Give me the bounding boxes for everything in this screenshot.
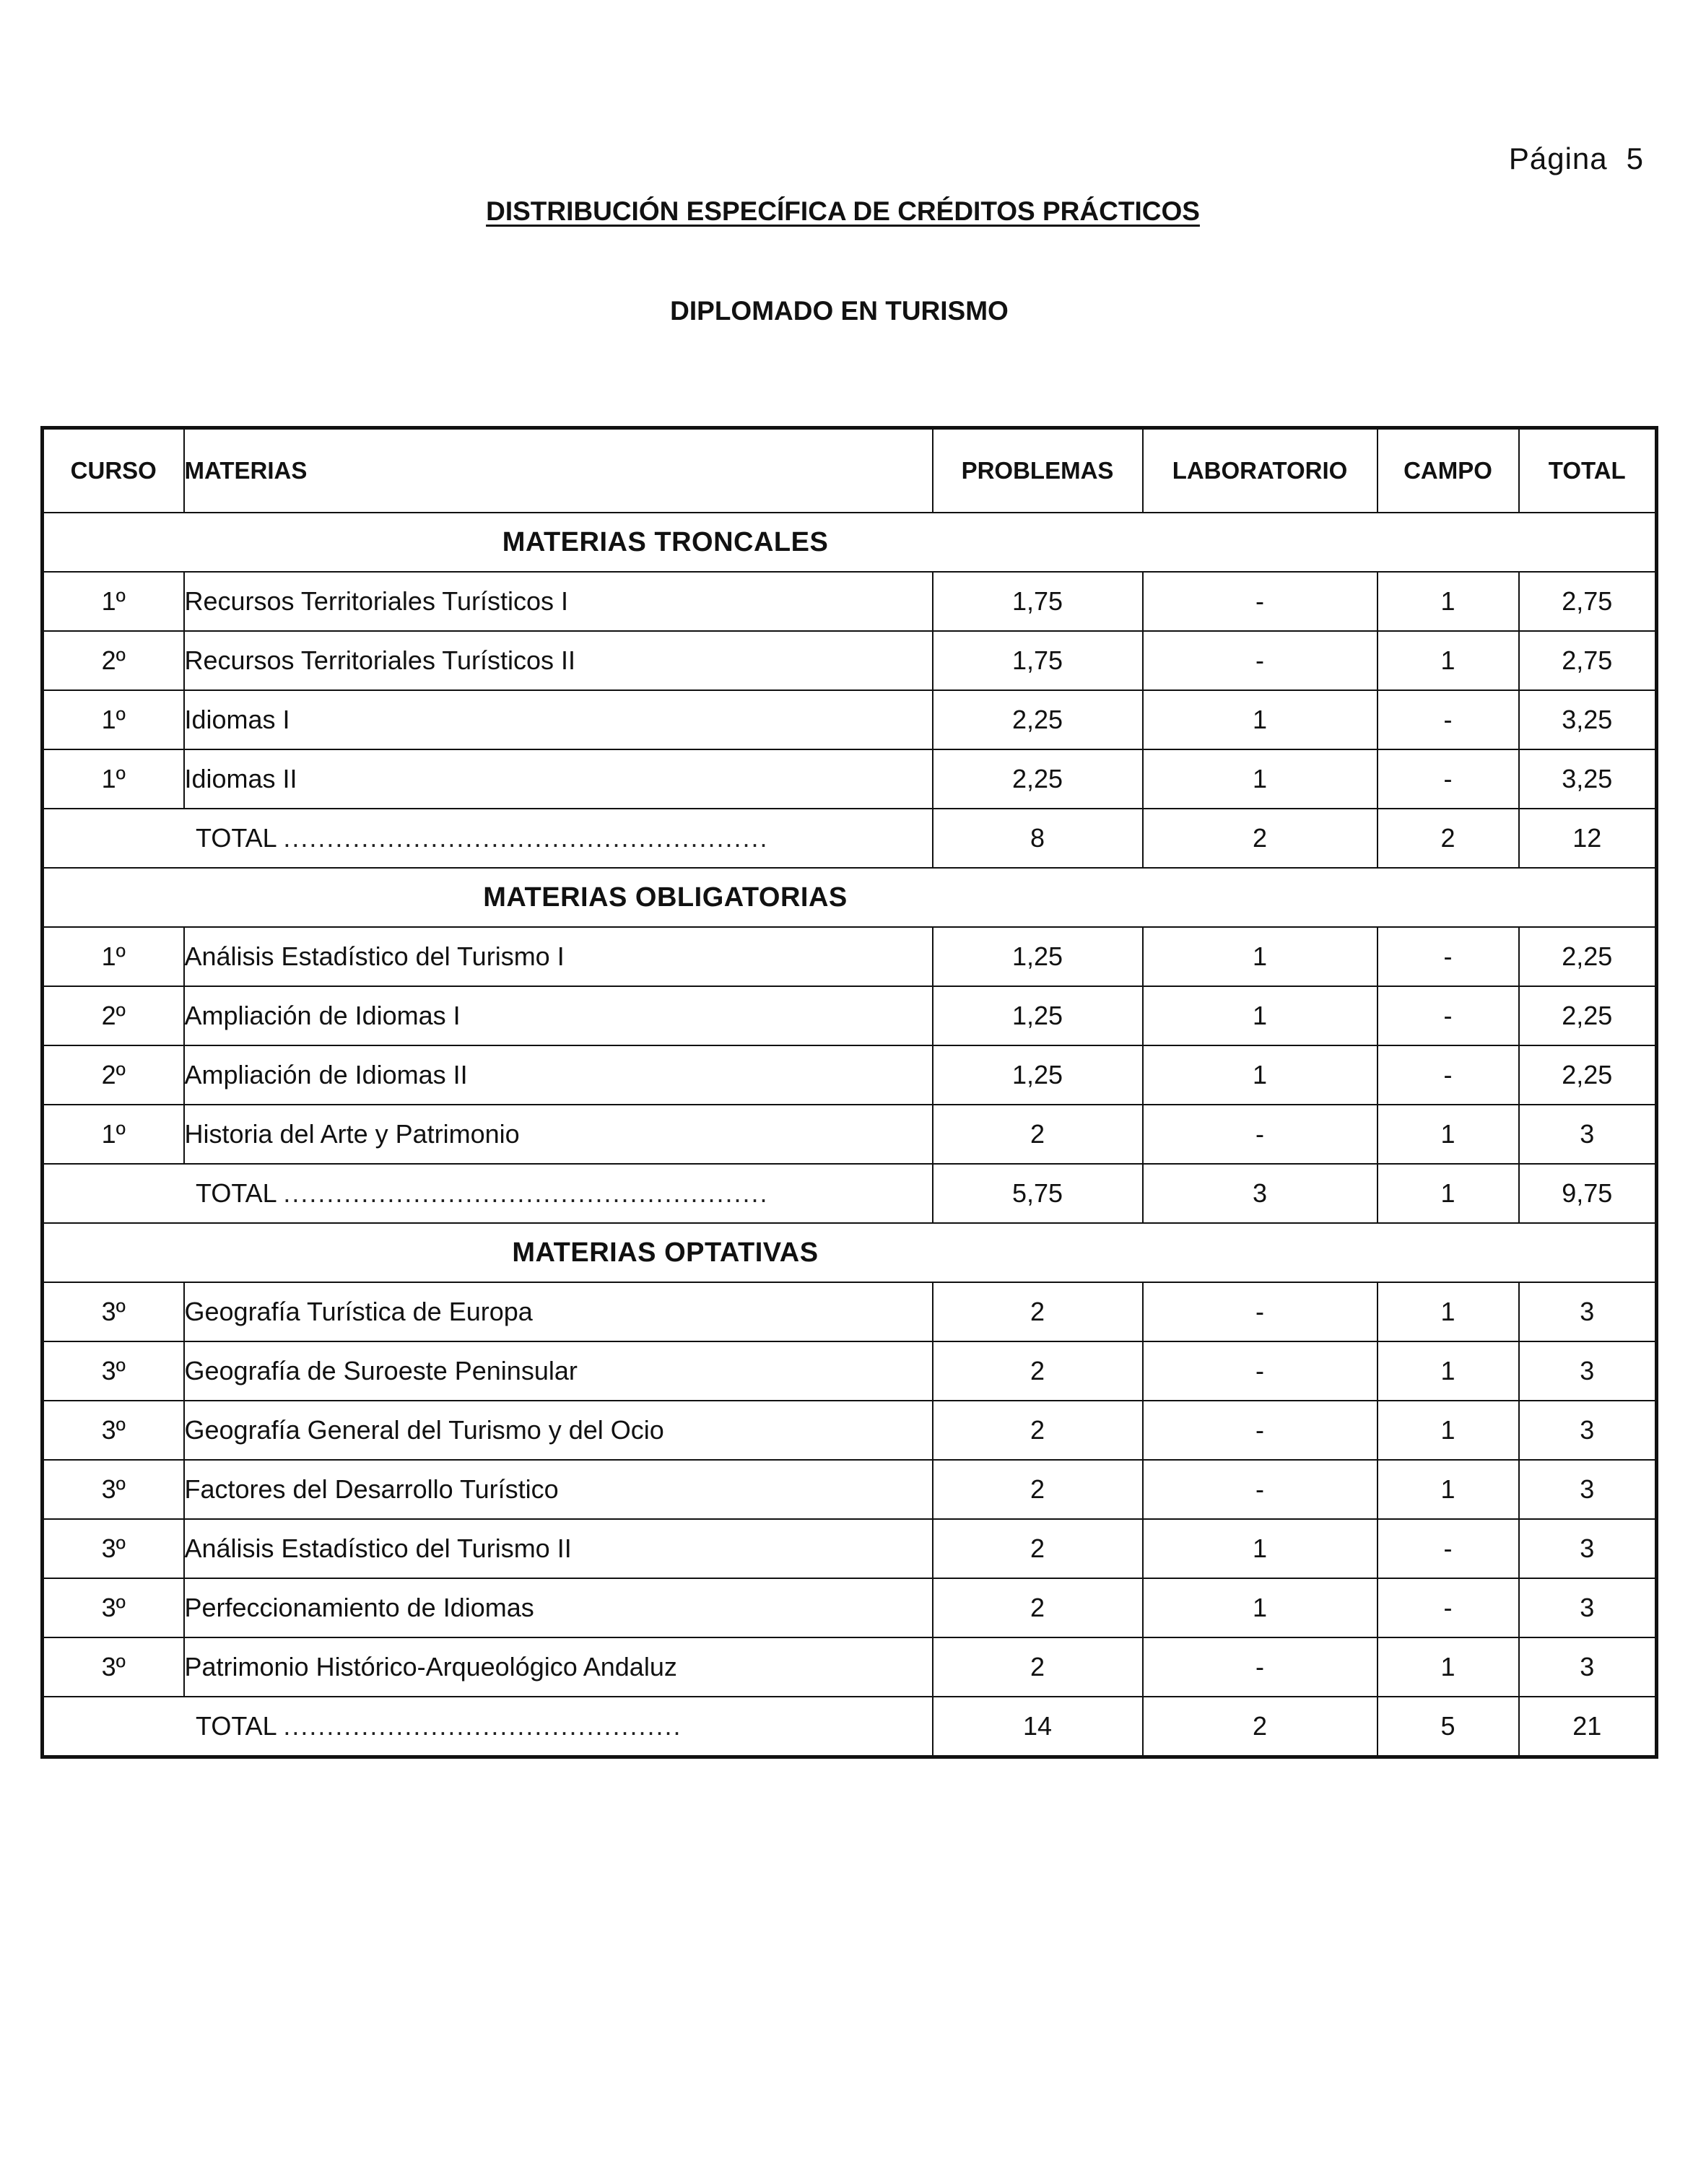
page-number-value: 5 [1626,142,1644,175]
total-total: 21 [1519,1697,1657,1757]
section-total-row [43,1697,1657,1757]
table-row [43,1637,1657,1697]
document-subtitle [0,296,1693,326]
cell-campo: - [1378,1519,1519,1578]
cell-curso: 2º [43,631,184,690]
cell-problemas: 2 [933,1282,1143,1341]
cell-total: 2,25 [1519,927,1657,986]
total-total: 9,75 [1519,1164,1657,1223]
table-row [43,1578,1657,1637]
credits-table [40,426,1658,1759]
cell-problemas: 1,25 [933,986,1143,1045]
total-dot-leader: ........................................................ [283,1178,769,1208]
cell-total: 3 [1519,1282,1657,1341]
cell-curso: 2º [43,1045,184,1105]
cell-campo: 1 [1378,1282,1519,1341]
cell-materia: Perfeccionamiento de Idiomas [184,1578,933,1637]
cell-total: 3 [1519,1578,1657,1637]
page-number [1509,142,1644,176]
cell-laboratorio: - [1143,1282,1378,1341]
cell-problemas: 1,75 [933,631,1143,690]
cell-problemas: 2,25 [933,690,1143,749]
table-row [43,1401,1657,1460]
document-title-text: DISTRIBUCIÓN ESPECÍFICA DE CRÉDITOS PRÁCTICOS [486,196,1200,226]
section-title-text: MATERIAS OPTATIVAS [512,1237,819,1268]
cell-curso: 3º [43,1637,184,1697]
total-label: TOTAL [196,1178,277,1208]
section-header-row [43,513,1657,572]
cell-curso: 3º [43,1578,184,1637]
total-problemas: 5,75 [933,1164,1143,1223]
cell-laboratorio: 1 [1143,986,1378,1045]
cell-campo: 1 [1378,1460,1519,1519]
cell-laboratorio: - [1143,1460,1378,1519]
header-problemas: PROBLEMAS [933,428,1143,513]
total-label: TOTAL [196,1711,277,1741]
cell-total: 2,75 [1519,631,1657,690]
cell-total: 3 [1519,1401,1657,1460]
cell-problemas: 1,25 [933,1045,1143,1105]
cell-problemas: 2 [933,1578,1143,1637]
header-materias: MATERIAS [184,428,933,513]
cell-materia: Geografía General del Turismo y del Ocio [184,1401,933,1460]
cell-campo: 1 [1378,572,1519,631]
cell-laboratorio: 1 [1143,749,1378,809]
section-title [43,1223,1657,1282]
section-title-text: MATERIAS OBLIGATORIAS [483,882,848,913]
header-total: TOTAL [1519,428,1657,513]
cell-problemas: 1,75 [933,572,1143,631]
cell-laboratorio: - [1143,1341,1378,1401]
cell-curso: 1º [43,1105,184,1164]
cell-materia: Análisis Estadístico del Turismo I [184,927,933,986]
table-row [43,749,1657,809]
cell-curso: 3º [43,1341,184,1401]
cell-curso: 1º [43,749,184,809]
cell-campo: - [1378,1045,1519,1105]
cell-laboratorio: 1 [1143,1045,1378,1105]
cell-problemas: 2 [933,1519,1143,1578]
total-campo: 1 [1378,1164,1519,1223]
cell-campo: - [1378,986,1519,1045]
total-problemas: 8 [933,809,1143,868]
page-number-label: Página [1508,142,1608,175]
document-title [0,196,1693,227]
cell-materia: Ampliación de Idiomas II [184,1045,933,1105]
table-row [43,631,1657,690]
cell-campo: 1 [1378,1341,1519,1401]
cell-laboratorio: - [1143,572,1378,631]
cell-curso: 3º [43,1401,184,1460]
cell-total: 3 [1519,1341,1657,1401]
table-row [43,1045,1657,1105]
cell-total: 3,25 [1519,749,1657,809]
header-curso: CURSO [43,428,184,513]
cell-total: 3,25 [1519,690,1657,749]
total-problemas: 14 [933,1697,1143,1757]
cell-curso: 1º [43,690,184,749]
cell-materia: Recursos Territoriales Turísticos I [184,572,933,631]
cell-total: 3 [1519,1637,1657,1697]
total-dot-leader: ........................................................ [283,823,769,853]
total-laboratorio: 3 [1143,1164,1378,1223]
table-row [43,1519,1657,1578]
total-dot-leader: .............................................. [283,1711,682,1741]
total-label: TOTAL [196,823,277,853]
table-row [43,986,1657,1045]
cell-curso: 2º [43,986,184,1045]
cell-materia: Factores del Desarrollo Turístico [184,1460,933,1519]
cell-laboratorio: - [1143,1105,1378,1164]
cell-materia: Análisis Estadístico del Turismo II [184,1519,933,1578]
cell-laboratorio: - [1143,1401,1378,1460]
cell-campo: 1 [1378,1105,1519,1164]
cell-problemas: 2,25 [933,749,1143,809]
section-total-row [43,1164,1657,1223]
total-total: 12 [1519,809,1657,868]
total-campo: 2 [1378,809,1519,868]
header-laboratorio: LABORATORIO [1143,428,1378,513]
cell-problemas: 2 [933,1341,1143,1401]
cell-campo: - [1378,927,1519,986]
cell-campo: - [1378,749,1519,809]
section-title [43,868,1657,927]
cell-laboratorio: 1 [1143,690,1378,749]
cell-problemas: 1,25 [933,927,1143,986]
cell-total: 3 [1519,1460,1657,1519]
total-label-cell [43,1164,933,1223]
cell-total: 2,25 [1519,986,1657,1045]
cell-total: 2,75 [1519,572,1657,631]
cell-total: 3 [1519,1105,1657,1164]
total-campo: 5 [1378,1697,1519,1757]
document-subtitle-text: DIPLOMADO EN TURISMO [670,296,1009,326]
cell-campo: - [1378,1578,1519,1637]
cell-materia: Recursos Territoriales Turísticos II [184,631,933,690]
cell-laboratorio: 1 [1143,927,1378,986]
cell-campo: 1 [1378,631,1519,690]
cell-materia: Idiomas II [184,749,933,809]
cell-curso: 3º [43,1519,184,1578]
total-laboratorio: 2 [1143,1697,1378,1757]
cell-materia: Ampliación de Idiomas I [184,986,933,1045]
cell-laboratorio: - [1143,1637,1378,1697]
total-label-cell [43,1697,933,1757]
cell-campo: 1 [1378,1637,1519,1697]
section-total-row [43,809,1657,868]
section-title [43,513,1657,572]
total-laboratorio: 2 [1143,809,1378,868]
cell-problemas: 2 [933,1637,1143,1697]
table-row [43,927,1657,986]
cell-materia: Geografía Turística de Europa [184,1282,933,1341]
section-header-row [43,868,1657,927]
table-row [43,690,1657,749]
cell-materia: Idiomas I [184,690,933,749]
cell-curso: 3º [43,1460,184,1519]
cell-curso: 1º [43,927,184,986]
table-header-row [43,428,1657,513]
cell-laboratorio: 1 [1143,1519,1378,1578]
table-row [43,1460,1657,1519]
cell-campo: 1 [1378,1401,1519,1460]
cell-materia: Geografía de Suroeste Peninsular [184,1341,933,1401]
cell-materia: Patrimonio Histórico-Arqueológico Andaluz [184,1637,933,1697]
table-row [43,1341,1657,1401]
cell-problemas: 2 [933,1401,1143,1460]
cell-total: 2,25 [1519,1045,1657,1105]
cell-problemas: 2 [933,1105,1143,1164]
cell-problemas: 2 [933,1460,1143,1519]
cell-laboratorio: - [1143,631,1378,690]
cell-curso: 3º [43,1282,184,1341]
table-row [43,1282,1657,1341]
cell-total: 3 [1519,1519,1657,1578]
cell-laboratorio: 1 [1143,1578,1378,1637]
total-label-cell [43,809,933,868]
cell-campo: - [1378,690,1519,749]
table-row [43,1105,1657,1164]
table-row [43,572,1657,631]
section-title-text: MATERIAS TRONCALES [502,526,829,557]
cell-curso: 1º [43,572,184,631]
header-campo: CAMPO [1378,428,1519,513]
cell-materia: Historia del Arte y Patrimonio [184,1105,933,1164]
section-header-row [43,1223,1657,1282]
